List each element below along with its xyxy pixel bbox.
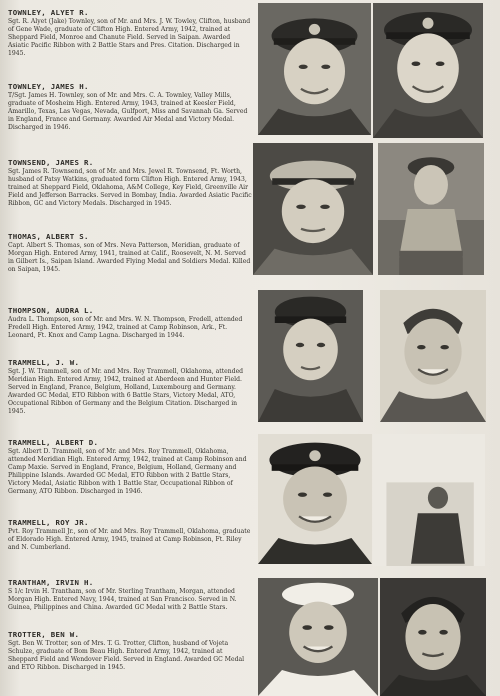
entry-name: TOWNSEND, JAMES R. — [8, 158, 94, 167]
entry-townley-james — [8, 82, 252, 132]
entry-bio: Sgt. R. Alyet (Jake) Townley, son of Mr. and Mrs. J. W. Towley, Clifton, husband of Gene Wade, graduate of Clifton High. Entered Army, 1942, trained at Sheppard Field, Monroe and Chanute Field. Served in Saipan. Awarded Asiatic Pacific Ribbon with 2 Battle Stars and Pres. Citation. Discharged in 1945. — [8, 18, 251, 58]
entry-townsend-james — [8, 158, 252, 208]
entry-bio: Sgt. J. W. Trammell, son of Mr. and Mrs. Roy Trammell, Oklahoma, attended Meridian High. Entered Army, 1942, trained at Aberdeen and Hunter Field. Served in England, France, Belgium, Holland, Luxembourg and Germany. Awarded GC Medal, ETO Ribbon with 6 Battle Stars, Victory Medal, ATO, Occupational Ribbon of Germany and the Belgium Citation. Discharged in 1945. — [8, 368, 244, 416]
entry-bio: Capt. Albert S. Thomas, son of Mrs. Neva Patterson, Meridian, graduate of Morgan High. Entered Army, 1941, trained at Calif., Roosevelt, N. M. Served in Gilbert Is., Saipan Island. Awarded Flying Medal and Soldiers Medal. Killed on Saipan, 1945. — [8, 242, 251, 274]
portrait-thompson-audra — [258, 290, 363, 422]
entry-bio: Pvt. Roy Trammell Jr., son of Mr. and Mrs. Roy Trammell, Oklahoma, graduate of Eldorado High. Entered Army, 1945, trained at Camp Robinson, Ft. Riley and N. Cumberland. — [8, 528, 251, 552]
portrait-trammell-roy — [373, 434, 485, 566]
entry-townley-alyet — [8, 8, 252, 58]
portrait-thomas-albert — [378, 143, 484, 275]
entry-trammell-jw — [8, 358, 252, 417]
entry-name: TOWNLEY, JAMES H. — [8, 82, 89, 91]
portrait-townsend-james — [253, 143, 373, 275]
portrait-townley-alyet — [258, 3, 371, 135]
entry-name: TRAMMELL, ALBERT D. — [8, 438, 99, 447]
entry-name: THOMPSON, AUDRA L. — [8, 306, 94, 315]
entry-bio: Sgt. Ben W. Trotter, son of Mrs. T. G. Trotter, Clifton, husband of Vojeta Schulze, graduate of Bom Beau High. Entered Army, 1942, trained at Sheppard Field and Wendover Field. Served in England. Awarded GC Medal and ETO Ribbon. Discharged in 1945. — [8, 640, 245, 672]
entry-trantham-irvin — [8, 578, 252, 612]
entry-bio: Audra L. Thompson, son of Mr. and Mrs. W. N. Thompson, Fredell, attended Fredell High. Entered Army, 1942, trained at Camp Robinson, Ark., Ft. Leonard, Ft. Knox and Camp Lagna. Discharged in 1944. — [8, 316, 243, 340]
entry-bio: Sgt. Albert D. Trammell, son of Mr. and Mrs. Roy Trammell, Oklahoma, attended Meridian High. Entered Army, 1942, trained at Camp Robinson and Camp Maxie. Served in England, France, Belgium, Holland, Germany and Philippine Islands. Awarded GC Medal, ETO Ribbon with 2 Battle Stars, Victory Medal, Asiatic Ribbon with 1 Battle Star, Occupational Ribbon of Germany, ATO Ribbon. Discharged in 1946. — [8, 448, 247, 496]
entry-bio: T/Sgt. James H. Townley, son of Mr. and Mrs. C. A. Townley, Valley Mills, graduate of Mosheim High. Entered Army, 1943, trained at Keesler Field, Amarillo, Texas, Las Vegas, Nevada, Gulfport, Miss and Savannah Ga. Served in England, France and Germany. Awarded Air Medal and Victory Medal. Discharged in 1946. — [8, 92, 248, 132]
entry-trotter-ben — [8, 630, 252, 672]
entry-trammell-albert — [8, 438, 252, 497]
entry-name: TOWNLEY, ALYET R. — [8, 8, 89, 17]
portrait-trammell-jw — [380, 290, 486, 422]
entry-trammell-roy — [8, 518, 252, 552]
portrait-trammell-albert — [258, 434, 372, 564]
entry-name: THOMAS, ALBERT S. — [8, 232, 89, 241]
entry-thomas-albert — [8, 232, 252, 274]
entry-name: TROTTER, BEN W. — [8, 630, 80, 639]
entry-bio: Sgt. James R. Townsend, son of Mr. and Mrs. Jewel R. Townsend, Ft. Worth, husband of Patsy Watkins, graduated form Clifton High. Entered Army, 1943, trained at Sheppard Field, Oklahoma, A&M College, Key Field, Greenville Air Field and Jefferson Barracks. Served in Bombay, India. Awarded Asiatic Pacific Ribbon, GC and Victory Medals. Discharged in 1945. — [8, 168, 252, 208]
entry-name: TRAMMELL, J. W. — [8, 358, 80, 367]
portrait-trantham-irvin — [258, 578, 378, 696]
entry-thompson-audra — [8, 306, 252, 340]
entry-name: TRAMMELL, ROY JR. — [8, 518, 89, 527]
portrait-townley-james — [373, 3, 483, 138]
entry-bio: S 1/c Irvin H. Trantham, son of Mr. Sterling Trantham, Morgan, attended Morgan High. Entered Navy, 1944, trained at San Francisco. Served in N. Guinea, Philippines and China. Awarded GC Medal with 2 Battle Stars. — [8, 588, 237, 612]
portrait-trotter-ben — [380, 578, 486, 696]
entry-name: TRANTHAM, IRVIN H. — [8, 578, 94, 587]
